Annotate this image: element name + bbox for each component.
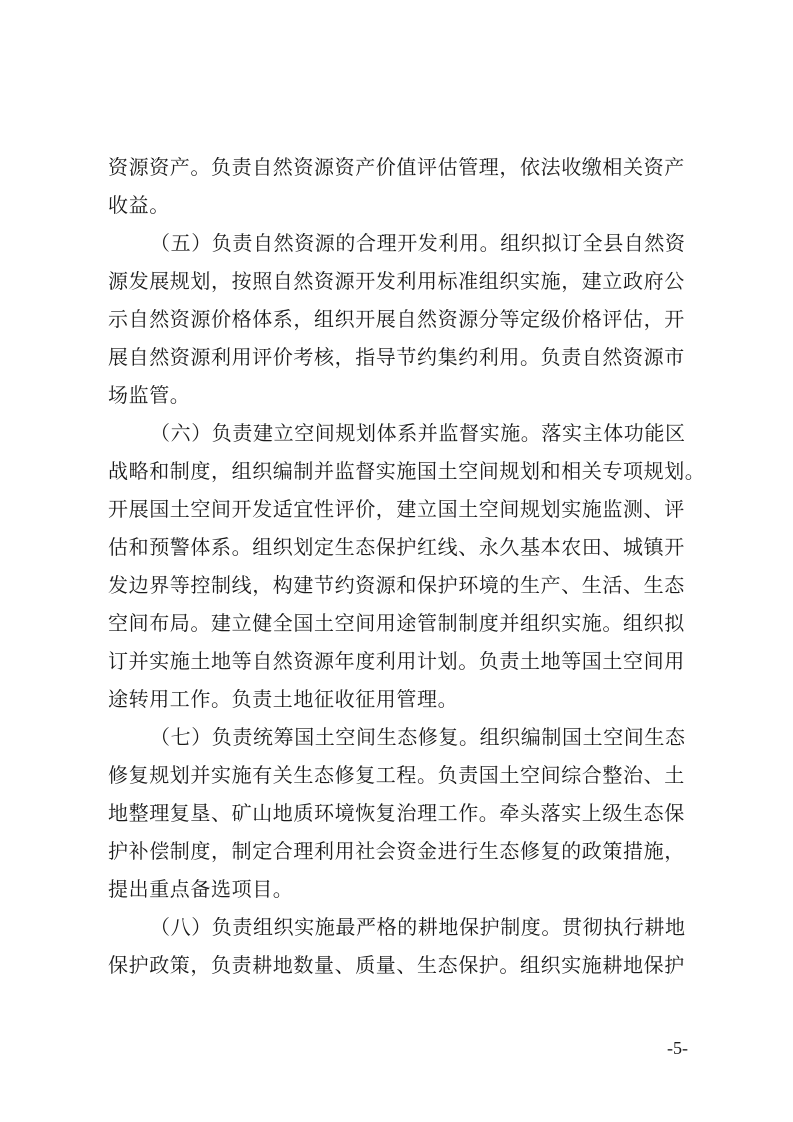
paragraph-heading-7: （七）负责统筹国土空间生态修复。组织编制国土空间生态 bbox=[150, 725, 686, 749]
text-line: 场监管。 bbox=[108, 383, 191, 407]
text-line: 订并实施土地等自然资源年度利用计划。负责土地等国土空间用 bbox=[108, 649, 685, 673]
text-line: 空间布局。建立健全国土空间用途管制制度并组织实施。组织拟 bbox=[108, 611, 685, 635]
page-number: -5- bbox=[667, 1038, 688, 1058]
text-line: 源发展规划，按照自然资源开发利用标准组织实施，建立政府公 bbox=[108, 269, 685, 293]
text-line: 保护政策，负责耕地数量、质量、生态保护。组织实施耕地保护 bbox=[108, 953, 685, 977]
text-line: 战略和制度，组织编制并监督实施国土空间规划和相关专项规划。 bbox=[108, 459, 706, 483]
text-line: 提出重点备选项目。 bbox=[108, 877, 294, 901]
text-line: 资源资产。负责自然资源资产价值评估管理，依法收缴相关资产 bbox=[108, 155, 685, 179]
text-line: 展自然资源利用评价考核，指导节约集约利用。负责自然资源市 bbox=[108, 345, 685, 369]
text-line: 开展国土空间开发适宜性评价，建立国土空间规划实施监测、评 bbox=[108, 497, 685, 521]
text-line: 收益。 bbox=[108, 193, 170, 217]
text-line: 示自然资源价格体系，组织开展自然资源分等定级价格评估，开 bbox=[108, 307, 685, 331]
paragraph-heading-6: （六）负责建立空间规划体系并监督实施。落实主体功能区 bbox=[150, 421, 686, 445]
text-line: 途转用工作。负责土地征收征用管理。 bbox=[108, 687, 459, 711]
text-line: 护补偿制度，制定合理利用社会资金进行生态修复的政策措施， bbox=[108, 839, 685, 863]
paragraph-heading-8: （八）负责组织实施最严格的耕地保护制度。贯彻执行耕地 bbox=[150, 915, 686, 939]
text-line: 地整理复垦、矿山地质环境恢复治理工作。牵头落实上级生态保 bbox=[108, 801, 685, 825]
text-line: 修复规划并实施有关生态修复工程。负责国土空间综合整治、土 bbox=[108, 763, 685, 787]
paragraph-heading-5: （五）负责自然资源的合理开发利用。组织拟订全县自然资 bbox=[150, 231, 686, 255]
text-line: 估和预警体系。组织划定生态保护红线、永久基本农田、城镇开 bbox=[108, 535, 685, 559]
text-line: 发边界等控制线，构建节约资源和保护环境的生产、生活、生态 bbox=[108, 573, 685, 597]
